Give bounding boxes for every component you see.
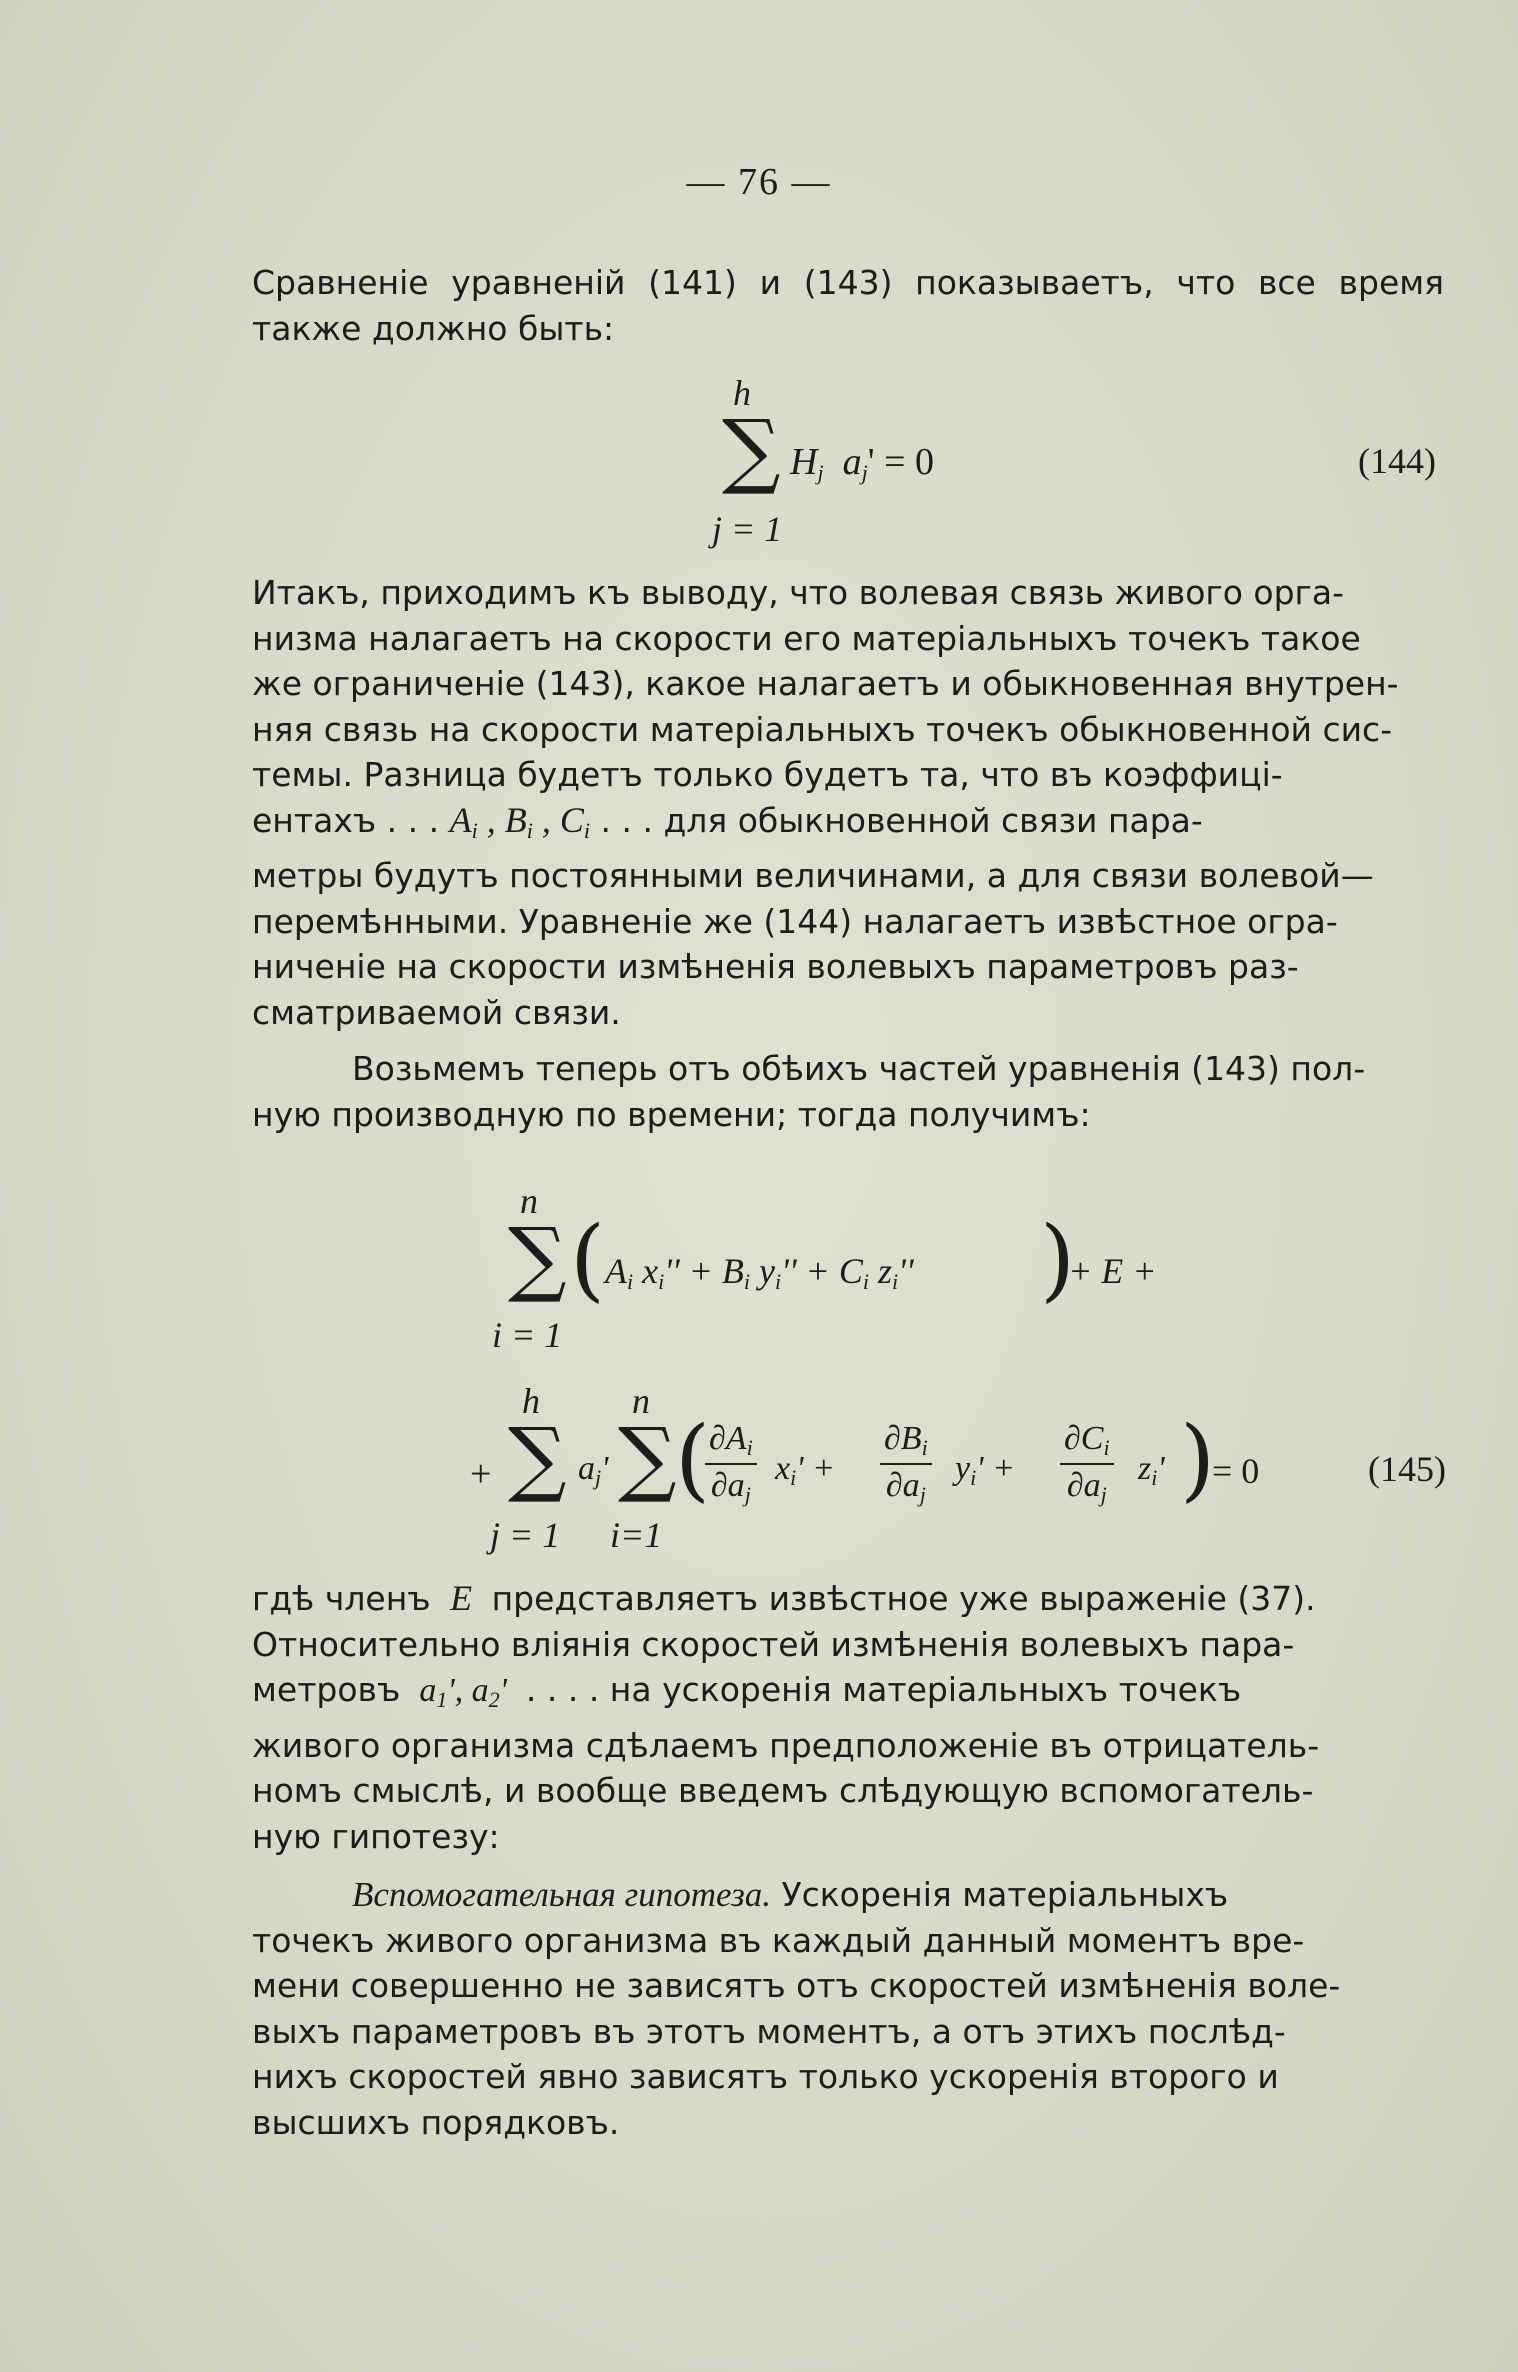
- p5-line: нихъ скоростей явно зависятъ только ускоренія второго и: [252, 2057, 1279, 2096]
- eq145b-right-paren: ): [1180, 1407, 1216, 1512]
- eq144-lower-limit: j = 1: [712, 509, 783, 549]
- eq145b-frac-c: $\frac{\partial C_i}{\partial a_j}$: [1060, 1420, 1114, 1508]
- eq145b-term-z: $z_i'$: [1138, 1450, 1165, 1490]
- eq145b-left-paren: (: [675, 1407, 711, 1512]
- p4-line: метровъ $a_1'$, $a_2'$ . . . . на ускоренія матеріальныхъ точекъ: [252, 1670, 1242, 1712]
- page-number: — 76 —: [686, 161, 832, 203]
- p2-line: ниченіе на скорости измѣненія волевыхъ параметровъ раз-: [252, 947, 1299, 986]
- p5-line: мени совершенно не зависятъ отъ скоростей измѣненія воле-: [252, 1966, 1341, 2005]
- eq145b-term-x: $x_i'$ +: [775, 1450, 835, 1490]
- p2-line: метры будутъ постоянными величинами, а для связи волевой—: [252, 856, 1374, 895]
- eq144-upper-limit: h: [733, 373, 751, 413]
- paragraph-4: [252, 1576, 1444, 1859]
- paragraph-1: [252, 260, 1444, 352]
- p4-line: гдѣ членъ E представляетъ извѣстное уже выраженіе (37).: [252, 1578, 1316, 1618]
- eq145b-term-y: $y_i'$ +: [955, 1450, 1015, 1490]
- paragraph-5: [252, 1872, 1444, 2145]
- eq145a-sigma: ∑: [508, 1211, 567, 1306]
- p3-line: ную производную по времени; тогда получимъ:: [252, 1095, 1091, 1134]
- p2-line: темы. Разница будетъ только будетъ та, что въ коэффиці-: [252, 755, 1283, 794]
- eq145b-lower-limit-2: i=1: [610, 1515, 663, 1555]
- eq145b-frac-b: $\frac{\partial B_i}{\partial a_j}$: [880, 1420, 932, 1508]
- p5-line: точекъ живого организма въ каждый данный моментъ вре-: [252, 1920, 1305, 1960]
- eq145a-right-paren: ): [1040, 1207, 1076, 1312]
- eq145b-upper-limit-2: n: [632, 1381, 650, 1421]
- paragraph-1-text: Сравненіе уравненій (141) и (143) показываетъ, что все время также должно быть:: [252, 263, 1444, 348]
- eq145b-equals: = 0: [1212, 1451, 1260, 1491]
- p4-line: живого организма сдѣлаемъ предположеніе въ отрицатель-: [252, 1725, 1320, 1765]
- p2-line: Итакъ, приходимъ къ выводу, что волевая связь живого орга-: [252, 573, 1345, 612]
- p5-line: выхъ параметровъ въ этотъ моментъ, а отъ этихъ послѣд-: [252, 2011, 1286, 2051]
- eq145b-plus: +: [470, 1453, 492, 1495]
- eq145a-body: $A_i$ $x_i'' + B_i$ $y_i'' + C_i$ $z_i''$: [605, 1251, 914, 1294]
- eq144-sigma: ∑: [722, 403, 781, 498]
- eq145b-sigma-2: ∑: [618, 1411, 677, 1506]
- eq145a-left-paren: (: [570, 1207, 606, 1312]
- eq145a-tail: + E +: [1068, 1251, 1157, 1291]
- paragraph-3: [252, 1046, 1444, 1092]
- p2-line: же ограниченіе (143), какое налагаетъ и обыкновенная внутрен-: [252, 664, 1399, 703]
- eq144-number: (144): [1358, 441, 1436, 481]
- eq145-number: (145): [1368, 1449, 1446, 1489]
- p2-line: няя связь на скорости матеріальныхъ точекъ обыкновенной сис-: [252, 709, 1393, 749]
- paragraph-2: [252, 570, 1444, 1035]
- eq145b-frac-a: $\frac{\partial A_i}{\partial a_j}$: [705, 1420, 757, 1508]
- paragraph-3-cont: [252, 1092, 1444, 1138]
- eq145b-sigma-1: ∑: [508, 1411, 567, 1506]
- eq145b-aj: $a_j'$: [578, 1450, 609, 1490]
- p2-line: низма налагаетъ на скорости его матеріальныхъ точекъ такое: [252, 618, 1361, 658]
- p5-line: высшихъ порядковъ.: [252, 2102, 620, 2142]
- eq144-body: $H_j$ $a_j' = 0$: [790, 441, 934, 485]
- p4-line: ную гипотезу:: [252, 1816, 500, 1856]
- p2-line: сматриваемой связи.: [252, 992, 621, 1032]
- p5-line: Вспомогательная гипотеза. Ускоренія матеріальныхъ: [352, 1875, 1229, 1914]
- eq145b-lower-limit-1: j = 1: [490, 1515, 561, 1555]
- p4-line: Относительно вліянія скоростей измѣненія волевыхъ пара-: [252, 1624, 1295, 1664]
- p3-line: Возьмемъ теперь отъ обѣихъ частей уравненія (143) пол-: [352, 1049, 1366, 1088]
- eq145a-lower-limit: i = 1: [492, 1315, 563, 1355]
- p2-line: ентахъ . . . $A_i$ , $B_i$ , $C_i$ . . . для обыкновенной связи пара-: [252, 799, 1203, 843]
- eq145a-upper-limit: n: [520, 1181, 538, 1221]
- p2-line: перемѣнными. Уравненіе же (144) налагаетъ извѣстное огра-: [252, 901, 1338, 941]
- eq145b-upper-limit-1: h: [522, 1381, 540, 1421]
- p4-line: номъ смыслѣ, и вообще введемъ слѣдующую вспомогатель-: [252, 1771, 1314, 1810]
